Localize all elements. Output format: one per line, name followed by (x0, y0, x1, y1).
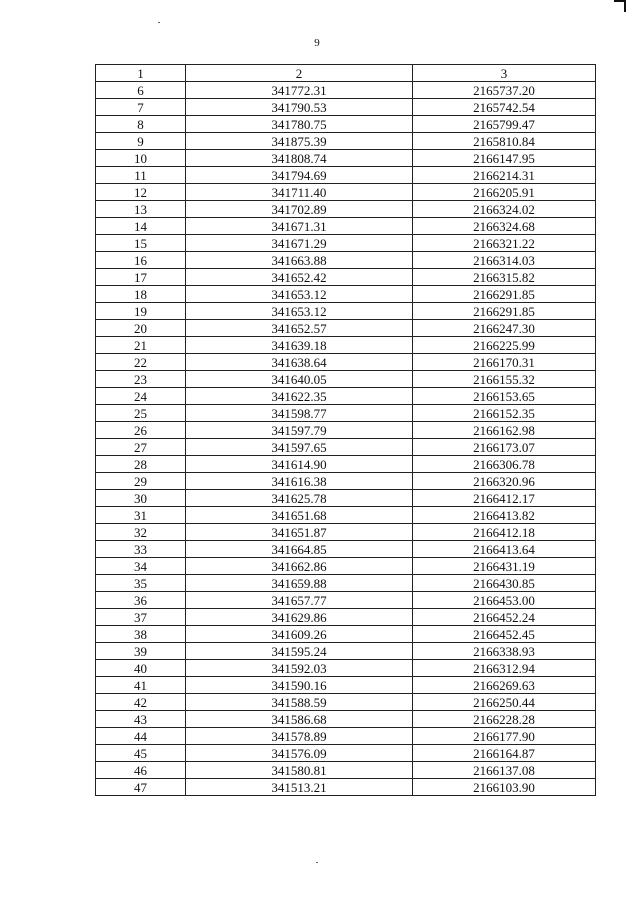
y-coordinate-cell: 2165799.47 (413, 116, 596, 133)
x-coordinate-cell: 341790.53 (186, 99, 413, 116)
y-coordinate-cell: 2166321.22 (413, 235, 596, 252)
x-coordinate-cell: 341780.75 (186, 116, 413, 133)
table-row (96, 524, 596, 541)
x-coordinate-cell: 341640.05 (186, 371, 413, 388)
y-coordinate-cell: 2166338.93 (413, 643, 596, 660)
point-number-cell: 7 (96, 99, 186, 116)
x-coordinate-cell: 341659.88 (186, 575, 413, 592)
column-header: 1 (96, 65, 186, 82)
y-coordinate-cell: 2166320.96 (413, 473, 596, 490)
x-coordinate-cell: 341638.64 (186, 354, 413, 371)
x-coordinate-cell: 341671.31 (186, 218, 413, 235)
x-coordinate-cell: 341598.77 (186, 405, 413, 422)
y-coordinate-cell: 2166452.45 (413, 626, 596, 643)
y-coordinate-cell: 2166153.65 (413, 388, 596, 405)
point-number-cell: 11 (96, 167, 186, 184)
y-coordinate-cell: 2166413.64 (413, 541, 596, 558)
point-number-cell: 8 (96, 116, 186, 133)
y-coordinate-cell: 2166205.91 (413, 184, 596, 201)
x-coordinate-cell: 341808.74 (186, 150, 413, 167)
point-number-cell: 13 (96, 201, 186, 218)
table-row (96, 303, 596, 320)
table-row (96, 252, 596, 269)
x-coordinate-cell: 341629.86 (186, 609, 413, 626)
table-row (96, 745, 596, 762)
table-row (96, 711, 596, 728)
y-coordinate-cell: 2166291.85 (413, 286, 596, 303)
x-coordinate-cell: 341616.38 (186, 473, 413, 490)
point-number-cell: 20 (96, 320, 186, 337)
y-coordinate-cell: 2166453.00 (413, 592, 596, 609)
y-coordinate-cell: 2166152.35 (413, 405, 596, 422)
point-number-cell: 38 (96, 626, 186, 643)
y-coordinate-cell: 2165810.84 (413, 133, 596, 150)
point-number-cell: 24 (96, 388, 186, 405)
table-row (96, 473, 596, 490)
point-number-cell: 34 (96, 558, 186, 575)
table-row (96, 218, 596, 235)
table-row (96, 694, 596, 711)
x-coordinate-cell: 341595.24 (186, 643, 413, 660)
corner-crop-mark (614, 0, 626, 12)
point-number-cell: 9 (96, 133, 186, 150)
x-coordinate-cell: 341663.88 (186, 252, 413, 269)
x-coordinate-cell: 341597.79 (186, 422, 413, 439)
x-coordinate-cell: 341652.42 (186, 269, 413, 286)
column-header: 2 (186, 65, 413, 82)
table-row (96, 422, 596, 439)
y-coordinate-cell: 2165742.54 (413, 99, 596, 116)
table-body (96, 82, 596, 796)
y-coordinate-cell: 2166170.31 (413, 354, 596, 371)
y-coordinate-cell: 2166412.17 (413, 490, 596, 507)
table-row (96, 575, 596, 592)
x-coordinate-cell: 341702.89 (186, 201, 413, 218)
x-coordinate-cell: 341652.57 (186, 320, 413, 337)
y-coordinate-cell: 2166269.63 (413, 677, 596, 694)
x-coordinate-cell: 341609.26 (186, 626, 413, 643)
point-number-cell: 25 (96, 405, 186, 422)
table-row (96, 150, 596, 167)
point-number-cell: 41 (96, 677, 186, 694)
point-number-cell: 27 (96, 439, 186, 456)
point-number-cell: 17 (96, 269, 186, 286)
x-coordinate-cell: 341622.35 (186, 388, 413, 405)
point-number-cell: 19 (96, 303, 186, 320)
point-number-cell: 10 (96, 150, 186, 167)
table-row (96, 626, 596, 643)
point-number-cell: 26 (96, 422, 186, 439)
x-coordinate-cell: 341588.59 (186, 694, 413, 711)
y-coordinate-cell: 2166324.02 (413, 201, 596, 218)
y-coordinate-cell: 2166173.07 (413, 439, 596, 456)
x-coordinate-cell: 341772.31 (186, 82, 413, 99)
point-number-cell: 16 (96, 252, 186, 269)
y-coordinate-cell: 2166291.85 (413, 303, 596, 320)
point-number-cell: 32 (96, 524, 186, 541)
x-coordinate-cell: 341651.68 (186, 507, 413, 524)
column-header: 3 (413, 65, 596, 82)
x-coordinate-cell: 341590.16 (186, 677, 413, 694)
y-coordinate-cell: 2166103.90 (413, 779, 596, 796)
point-number-cell: 37 (96, 609, 186, 626)
y-coordinate-cell: 2166452.24 (413, 609, 596, 626)
scan-speck (316, 862, 318, 863)
point-number-cell: 12 (96, 184, 186, 201)
table-row (96, 133, 596, 150)
table-row (96, 762, 596, 779)
y-coordinate-cell: 2166155.32 (413, 371, 596, 388)
point-number-cell: 31 (96, 507, 186, 524)
point-number-cell: 42 (96, 694, 186, 711)
x-coordinate-cell: 341597.65 (186, 439, 413, 456)
point-number-cell: 18 (96, 286, 186, 303)
x-coordinate-cell: 341664.85 (186, 541, 413, 558)
x-coordinate-cell: 341639.18 (186, 337, 413, 354)
point-number-cell: 15 (96, 235, 186, 252)
x-coordinate-cell: 341592.03 (186, 660, 413, 677)
table-row (96, 354, 596, 371)
x-coordinate-cell: 341671.29 (186, 235, 413, 252)
table-row (96, 541, 596, 558)
x-coordinate-cell: 341578.89 (186, 728, 413, 745)
point-number-cell: 46 (96, 762, 186, 779)
table-row (96, 235, 596, 252)
table-row (96, 388, 596, 405)
y-coordinate-cell: 2166430.85 (413, 575, 596, 592)
point-number-cell: 33 (96, 541, 186, 558)
point-number-cell: 47 (96, 779, 186, 796)
y-coordinate-cell: 2166324.68 (413, 218, 596, 235)
table-row (96, 286, 596, 303)
point-number-cell: 30 (96, 490, 186, 507)
y-coordinate-cell: 2166412.18 (413, 524, 596, 541)
y-coordinate-cell: 2166312.94 (413, 660, 596, 677)
x-coordinate-cell: 341794.69 (186, 167, 413, 184)
y-coordinate-cell: 2166137.08 (413, 762, 596, 779)
table-row (96, 116, 596, 133)
table-row (96, 728, 596, 745)
page-number: 9 (314, 37, 320, 49)
point-number-cell: 14 (96, 218, 186, 235)
y-coordinate-cell: 2166413.82 (413, 507, 596, 524)
x-coordinate-cell: 341513.21 (186, 779, 413, 796)
point-number-cell: 6 (96, 82, 186, 99)
point-number-cell: 23 (96, 371, 186, 388)
y-coordinate-cell: 2166306.78 (413, 456, 596, 473)
y-coordinate-cell: 2166250.44 (413, 694, 596, 711)
point-number-cell: 28 (96, 456, 186, 473)
table-row (96, 405, 596, 422)
table-row (96, 660, 596, 677)
x-coordinate-cell: 341651.87 (186, 524, 413, 541)
y-coordinate-cell: 2166214.31 (413, 167, 596, 184)
table-row (96, 609, 596, 626)
table-row (96, 592, 596, 609)
point-number-cell: 40 (96, 660, 186, 677)
x-coordinate-cell: 341657.77 (186, 592, 413, 609)
table-row (96, 490, 596, 507)
x-coordinate-cell: 341586.68 (186, 711, 413, 728)
table-row (96, 99, 596, 116)
point-number-cell: 39 (96, 643, 186, 660)
y-coordinate-cell: 2166147.95 (413, 150, 596, 167)
x-coordinate-cell: 341580.81 (186, 762, 413, 779)
point-number-cell: 22 (96, 354, 186, 371)
y-coordinate-cell: 2166431.19 (413, 558, 596, 575)
table-row (96, 371, 596, 388)
point-number-cell: 45 (96, 745, 186, 762)
point-number-cell: 21 (96, 337, 186, 354)
table-row (96, 269, 596, 286)
table-row (96, 643, 596, 660)
y-coordinate-cell: 2165737.20 (413, 82, 596, 99)
point-number-cell: 43 (96, 711, 186, 728)
y-coordinate-cell: 2166228.28 (413, 711, 596, 728)
table-row (96, 779, 596, 796)
x-coordinate-cell: 341662.86 (186, 558, 413, 575)
scan-speck (158, 22, 160, 23)
point-number-cell: 36 (96, 592, 186, 609)
y-coordinate-cell: 2166315.82 (413, 269, 596, 286)
y-coordinate-cell: 2166314.03 (413, 252, 596, 269)
x-coordinate-cell: 341576.09 (186, 745, 413, 762)
table-header-row (96, 65, 596, 82)
y-coordinate-cell: 2166177.90 (413, 728, 596, 745)
table-row (96, 337, 596, 354)
x-coordinate-cell: 341711.40 (186, 184, 413, 201)
y-coordinate-cell: 2166162.98 (413, 422, 596, 439)
x-coordinate-cell: 341625.78 (186, 490, 413, 507)
x-coordinate-cell: 341653.12 (186, 303, 413, 320)
table-row (96, 82, 596, 99)
table-row (96, 456, 596, 473)
table-row (96, 558, 596, 575)
table-row (96, 201, 596, 218)
point-number-cell: 29 (96, 473, 186, 490)
table-row (96, 167, 596, 184)
coordinates-table (95, 64, 596, 796)
table-row (96, 184, 596, 201)
table-row (96, 507, 596, 524)
table-row (96, 320, 596, 337)
y-coordinate-cell: 2166247.30 (413, 320, 596, 337)
x-coordinate-cell: 341614.90 (186, 456, 413, 473)
point-number-cell: 44 (96, 728, 186, 745)
point-number-cell: 35 (96, 575, 186, 592)
table-row (96, 439, 596, 456)
y-coordinate-cell: 2166164.87 (413, 745, 596, 762)
x-coordinate-cell: 341875.39 (186, 133, 413, 150)
table-row (96, 677, 596, 694)
x-coordinate-cell: 341653.12 (186, 286, 413, 303)
y-coordinate-cell: 2166225.99 (413, 337, 596, 354)
